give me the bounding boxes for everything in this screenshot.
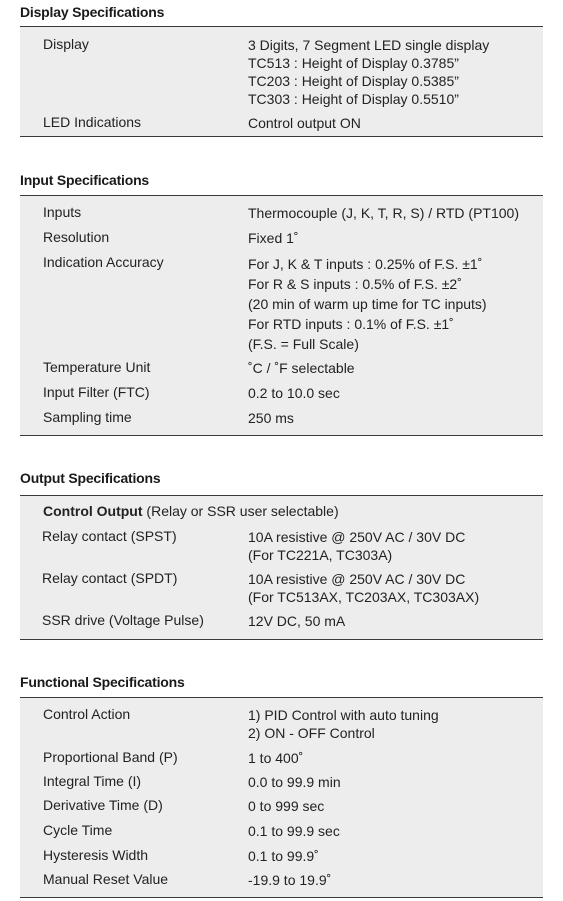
- spec-label: Manual Reset Value: [43, 871, 169, 887]
- spec-value: 10A resistive @ 250V AC / 30V DC (For TC221A, TC303A): [248, 529, 466, 563]
- spec-label: Proportional Band (P): [43, 749, 178, 765]
- control-output-heading-bold: Control Output: [43, 503, 143, 519]
- spec-value: 250 ms: [248, 410, 294, 426]
- spec-value: 1 to 400˚: [248, 750, 304, 766]
- spec-value: 0.1 to 99.9 sec: [248, 823, 340, 839]
- spec-value: 0.1 to 99.9˚: [248, 848, 319, 864]
- spec-label: Hysteresis Width: [43, 847, 149, 863]
- spec-value: For J, K & T inputs : 0.25% of F.S. ±1˚ For R & S inputs : 0.5% of F.S. ±2˚ (20 min of warm up time for TC inputs) For RTD inputs : 0.1% of F.S. ±1˚ (F.S. = Full Scale): [248, 256, 487, 352]
- spec-label: Control Action: [43, 706, 131, 722]
- functional-specifications-table: [20, 697, 543, 898]
- spec-label: SSR drive (Voltage Pulse): [42, 612, 204, 628]
- spec-label: Derivative Time (D): [43, 797, 163, 813]
- control-output-heading: [43, 503, 339, 519]
- spec-value: Fixed 1˚: [248, 230, 299, 246]
- spec-value: 3 Digits, 7 Segment LED single display TC513 : Height of Display 0.3785” TC203 : Height of Display 0.5385” TC303 : Height of Display 0.5510”: [248, 37, 490, 107]
- spec-label: Relay contact (SPDT): [42, 570, 178, 586]
- functional-specifications-title: Functional Specifications: [20, 674, 185, 690]
- spec-label: Temperature Unit: [43, 359, 151, 375]
- spec-value: Control output ON: [248, 115, 361, 131]
- control-output-heading-note: (Relay or SSR user selectable): [142, 503, 339, 519]
- display-specifications-title: Display Specifications: [20, 4, 165, 20]
- spec-value: 10A resistive @ 250V AC / 30V DC (For TC513AX, TC203AX, TC303AX): [248, 571, 480, 605]
- output-specifications-table: [20, 495, 543, 640]
- spec-label: LED Indications: [43, 114, 142, 130]
- spec-label: Relay contact (SPST): [42, 528, 177, 544]
- spec-label: Sampling time: [43, 409, 132, 425]
- input-specifications-title: Input Specifications: [20, 172, 150, 188]
- output-specifications-title: Output Specifications: [20, 470, 161, 486]
- spec-label: Input Filter (FTC): [43, 384, 150, 400]
- spec-label: Indication Accuracy: [43, 254, 164, 270]
- display-specifications-table: [20, 26, 543, 137]
- input-specifications-table: [20, 195, 543, 436]
- spec-value: 1) PID Control with auto tuning 2) ON - OFF Control: [248, 707, 439, 741]
- spec-value: 0 to 999 sec: [248, 798, 325, 814]
- spec-value: -19.9 to 19.9˚: [248, 872, 332, 888]
- spec-value: ˚C / ˚F selectable: [248, 360, 355, 376]
- spec-value: 0.2 to 10.0 sec: [248, 385, 340, 401]
- spec-label: Inputs: [43, 204, 82, 220]
- spec-label: Integral Time (I): [43, 773, 142, 789]
- spec-label: Display: [43, 36, 89, 52]
- spec-value: 12V DC, 50 mA: [248, 613, 346, 629]
- spec-value: Thermocouple (J, K, T, R, S) / RTD (PT100): [248, 205, 520, 221]
- spec-value: 0.0 to 99.9 min: [248, 774, 341, 790]
- spec-label: Resolution: [43, 229, 110, 245]
- spec-label: Cycle Time: [43, 822, 113, 838]
